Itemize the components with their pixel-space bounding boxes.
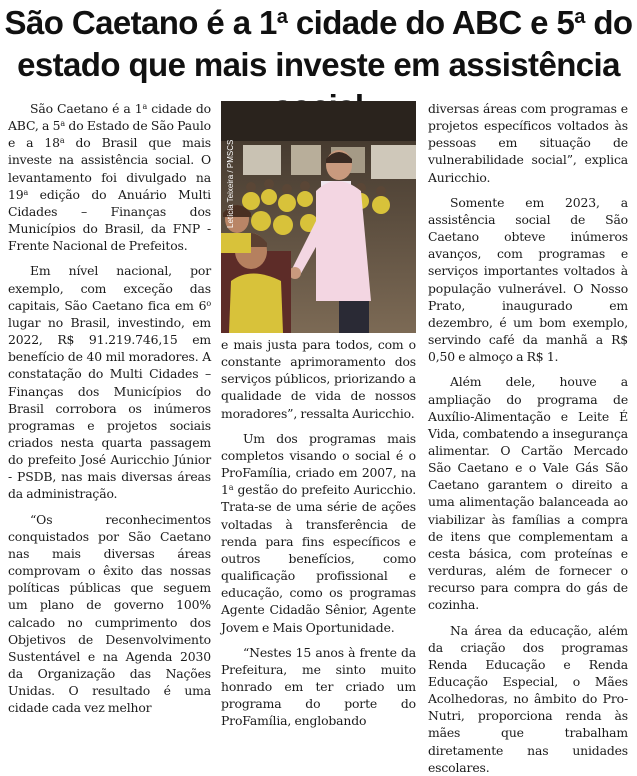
article-column-3 [428,100,628,775]
paragraph: Além dele, houve a ampliação do programa de Auxílio-Alimentação e Leite É Vida, combatendo a insegurança alimentar. O Cartão Mercado São Caetano e o Vale Gás São Caetano garantem o direito a uma alimentação balanceada ao viabilizar às famílias a compra de itens que complementam a cesta básica, com proteínas e verduras, além de fornecer o recurso para compra do gás de cozinha. [428,374,628,613]
headline-line-1: São Caetano é a 1$^a$ cidade do ABC e 5$^a$ do [4,4,633,41]
article-photo [221,101,416,333]
paragraph: Na área da educação, além da criação dos programas Renda Educação e Renda Educação Especial, o Mães Acolhedoras, no âmbito do Pro-Nutri, proporciona renda às mães que trabalham diretamente nas unidades escolares. [428,622,628,775]
paragraph: e mais justa para todos, com o constante aprimoramento dos serviços públicos, priorizando a qualidade de vida de nossos moradores”, ressalta Auricchio. [221,337,416,421]
photo-illustration [221,101,416,333]
paragraph: Em nível nacional, por exemplo, com exceção das capitais, São Caetano fica em 6$^o$ lugar no Brasil, investindo, em 2022, R$ 91.219.746,15 em benefício de 40 mil moradores. A constatação do Multi Cidades – Finanças dos Municípios do Brasil corrobora os inúmeros programas e projetos sociais criados nesta quarta passagem do prefeito José Auricchio Júnior - PSDB, nas mais diversas áreas da administração. [8,263,211,502]
paragraph: São Caetano é a 1$^a$ cidade do ABC, a 5$^a$ do Estado de São Paulo e a 18$^a$ do Brasil que mais investe na assistência social. O levantamento foi divulgado na 19$^a$ edição do Anuário Multi Cidades – Finanças dos Municípios do Brasil, da FNP - Frente Nacional de Prefeitos. [8,101,212,254]
article-column-2 [221,336,416,736]
article-column-1 [8,100,211,740]
paragraph: diversas áreas com programas e projetos específicos voltados às pessoas em situação de vulnerabilidade social”, explica Auricchio. [428,101,628,185]
paragraph: Um dos programas mais completos visando o social é o ProFamília, criado em 2007, na 1$^a$ gestão do prefeito Auricchio. Trata-se de uma série de ações voltadas à transferência de renda para fins específicos e outros benefícios, como qualificação profissional e educação, como os programas Agente Cidadão Sênior, Agente Jovem e Mais Oportunidade. [221,430,416,635]
paragraph: “Nestes 15 anos à frente da Prefeitura, me sinto muito honrado em ter criado um programa do porte do ProFamília, englobando [221,644,416,729]
photo-credit: Letícia Teixeira / PMSCS [226,139,235,228]
headline-line-2: estado que mais investe em assistência [17,46,620,83]
paragraph: Somente em 2023, a assistência social de São Caetano obteve inúmeros avanços, com programas e serviços importantes voltados à população vulnerável. O Nosso Prato, inaugurado em dezembro, é um bom exemplo, servindo café da manhã a R$ 0,50 e almoço a R$ 1. [428,194,628,365]
paragraph: “Os reconhecimentos conquistados por São Caetano nas mais diversas áreas comprovam o êxito das nossas políticas públicas que seguem um plano de governo 100% calcado no cumprimento dos Objetivos de Desenvolvimento Sustentável e na Agenda 2030 da Organização das Nações Unidas. O resultado é uma cidade cada vez melhor [8,511,211,716]
